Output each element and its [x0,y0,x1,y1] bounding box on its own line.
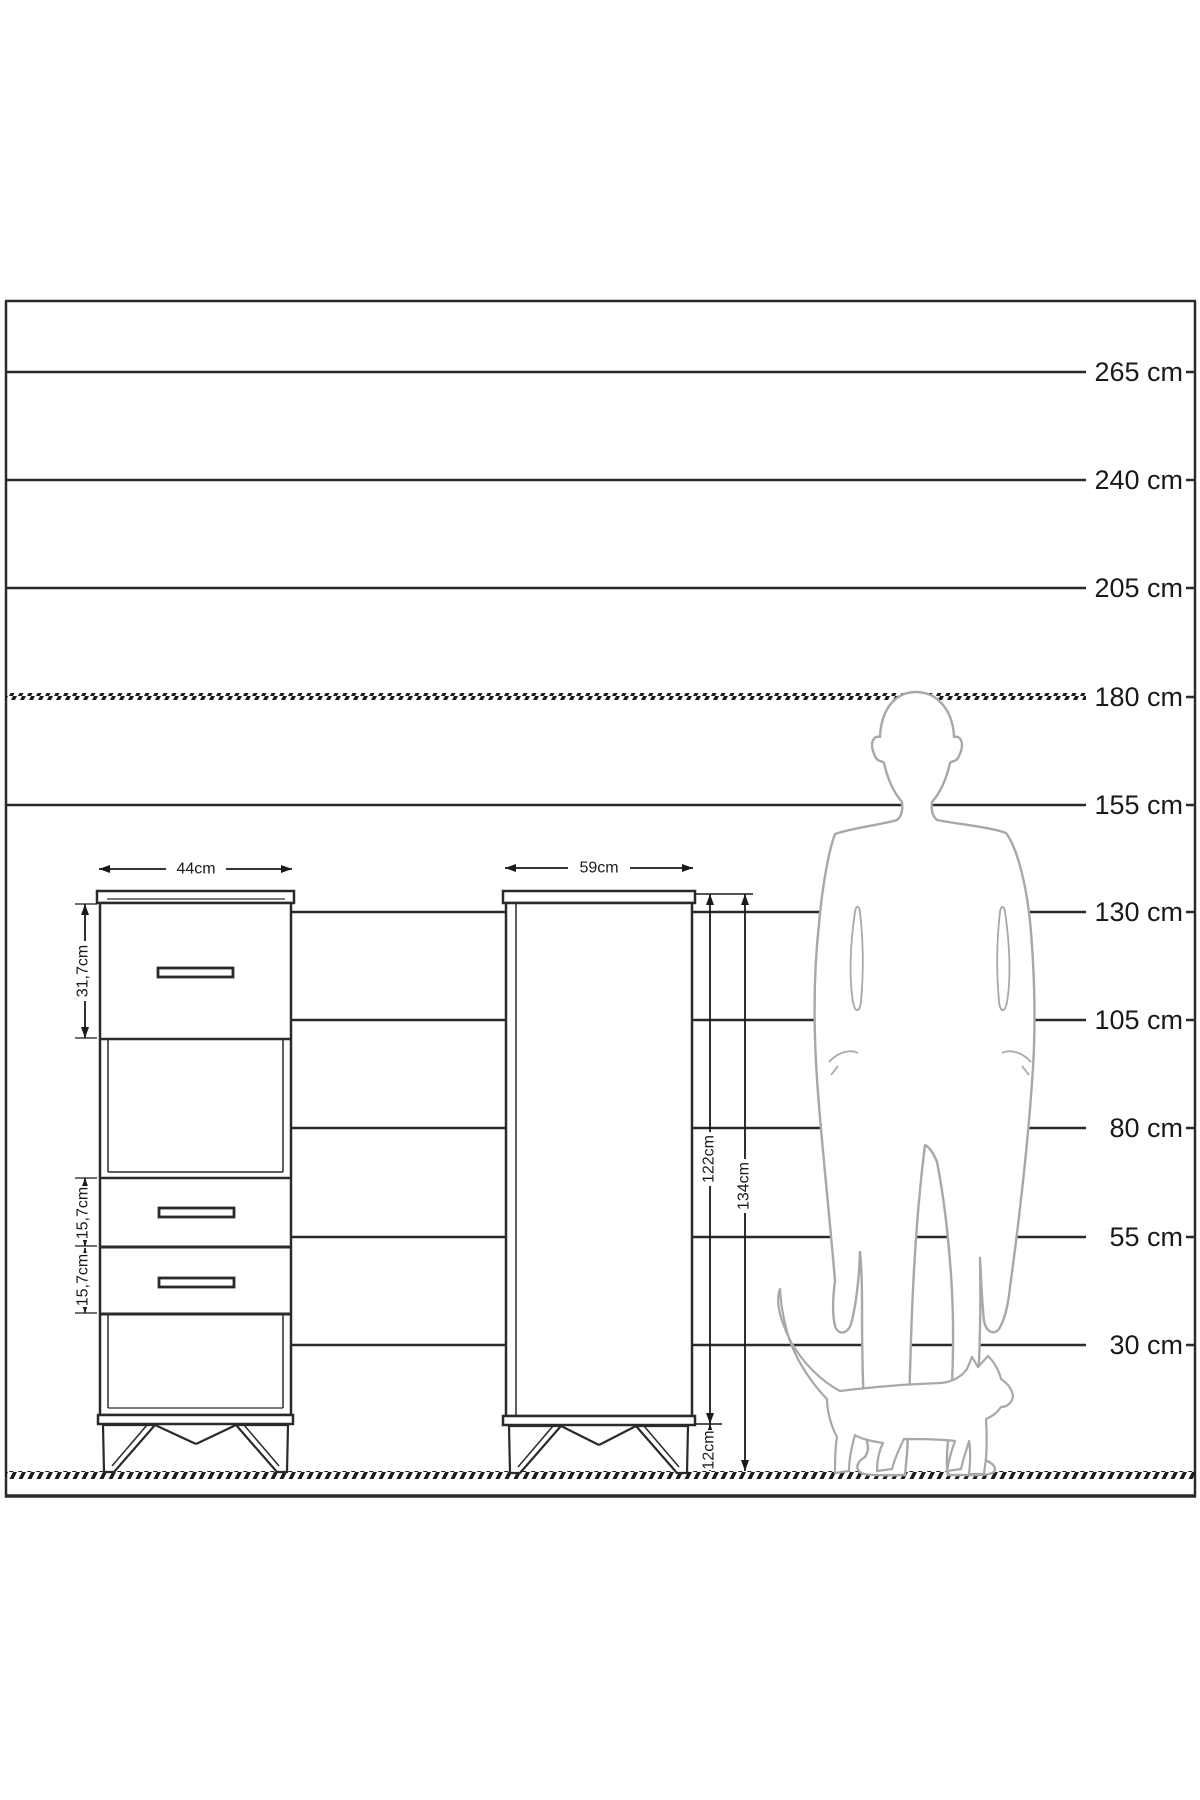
dim-59cm-label: 59cm [579,859,619,877]
dim-44cm-label: 44cm [176,860,216,878]
right-cabinet [503,891,695,1473]
right-cabinet-leg-right [636,1426,688,1473]
left-cabinet-leg-right [236,1425,288,1472]
left-cabinet-drawer2-handle [159,1208,234,1217]
hatch-line-floor [5,1471,1195,1479]
dim-31-7cm-arrow-top [81,904,89,915]
scale-label-265cm: 265 cm [1094,357,1183,387]
scale-label-130cm: 130 cm [1094,897,1183,927]
dim-134cm-arrow-bottom [741,1460,749,1471]
right-cabinet-legs [509,1426,688,1473]
right-cabinet-leg-left [509,1426,561,1473]
dim-134cm-label: 134cm [735,1161,753,1211]
height-scale-labels [1094,357,1183,1360]
scale-label-180cm: 180 cm [1094,682,1183,712]
left-cabinet-drawer1-handle [158,968,233,977]
scale-label-80cm: 80 cm [1109,1113,1183,1143]
man-outline [815,692,1035,1475]
dim-59cm-arrow-right [682,864,693,872]
left-cabinet-leg-left [103,1425,155,1472]
left-cabinet-bottom-board [98,1415,293,1424]
right-cabinet-body [506,903,692,1416]
left-cabinet-top-board [97,891,294,903]
scale-label-155cm: 155 cm [1094,790,1183,820]
scale-label-55cm: 55 cm [1109,1222,1183,1252]
right-cabinet-top-board [503,891,695,903]
left-cabinet-leg-brace-right [196,1425,236,1444]
man-silhouette [815,692,1035,1475]
dim-15-7cm-upper-label: 15,7cm [74,1186,92,1240]
dim-31-7cm-label: 31,7cm [74,944,92,998]
dim-134cm-arrow-top [741,894,749,905]
dim-15-7cm-lower-label: 15,7cm [74,1253,92,1307]
scale-label-240cm: 240 cm [1094,465,1183,495]
right-cabinet-leg-brace-right [599,1426,636,1445]
dim-44cm-arrow-left [99,865,110,873]
dim-44cm-arrow-right [281,865,292,873]
left-cabinet-leg-brace-left [155,1425,196,1444]
right-cabinet-bottom-board [503,1416,695,1425]
dim-122cm-arrow-bottom [706,1413,714,1424]
dim-122cm-arrow-top [706,894,714,905]
dim-122cm-label: 122cm [700,1134,718,1184]
left-cabinet-drawer3-handle [159,1278,234,1287]
scale-label-30cm: 30 cm [1109,1330,1183,1360]
dim-31-7cm-arrow-bottom [81,1027,89,1038]
dim-12cm-label: 12cm [700,1430,718,1470]
right-cabinet-leg-brace-left [561,1426,599,1445]
left-cabinet-body [100,903,291,1415]
dim-59cm-arrow-left [505,864,516,872]
scale-label-205cm: 205 cm [1094,573,1183,603]
left-cabinet-legs [103,1425,288,1472]
left-cabinet [97,891,294,1472]
scale-label-105cm: 105 cm [1094,1005,1183,1035]
